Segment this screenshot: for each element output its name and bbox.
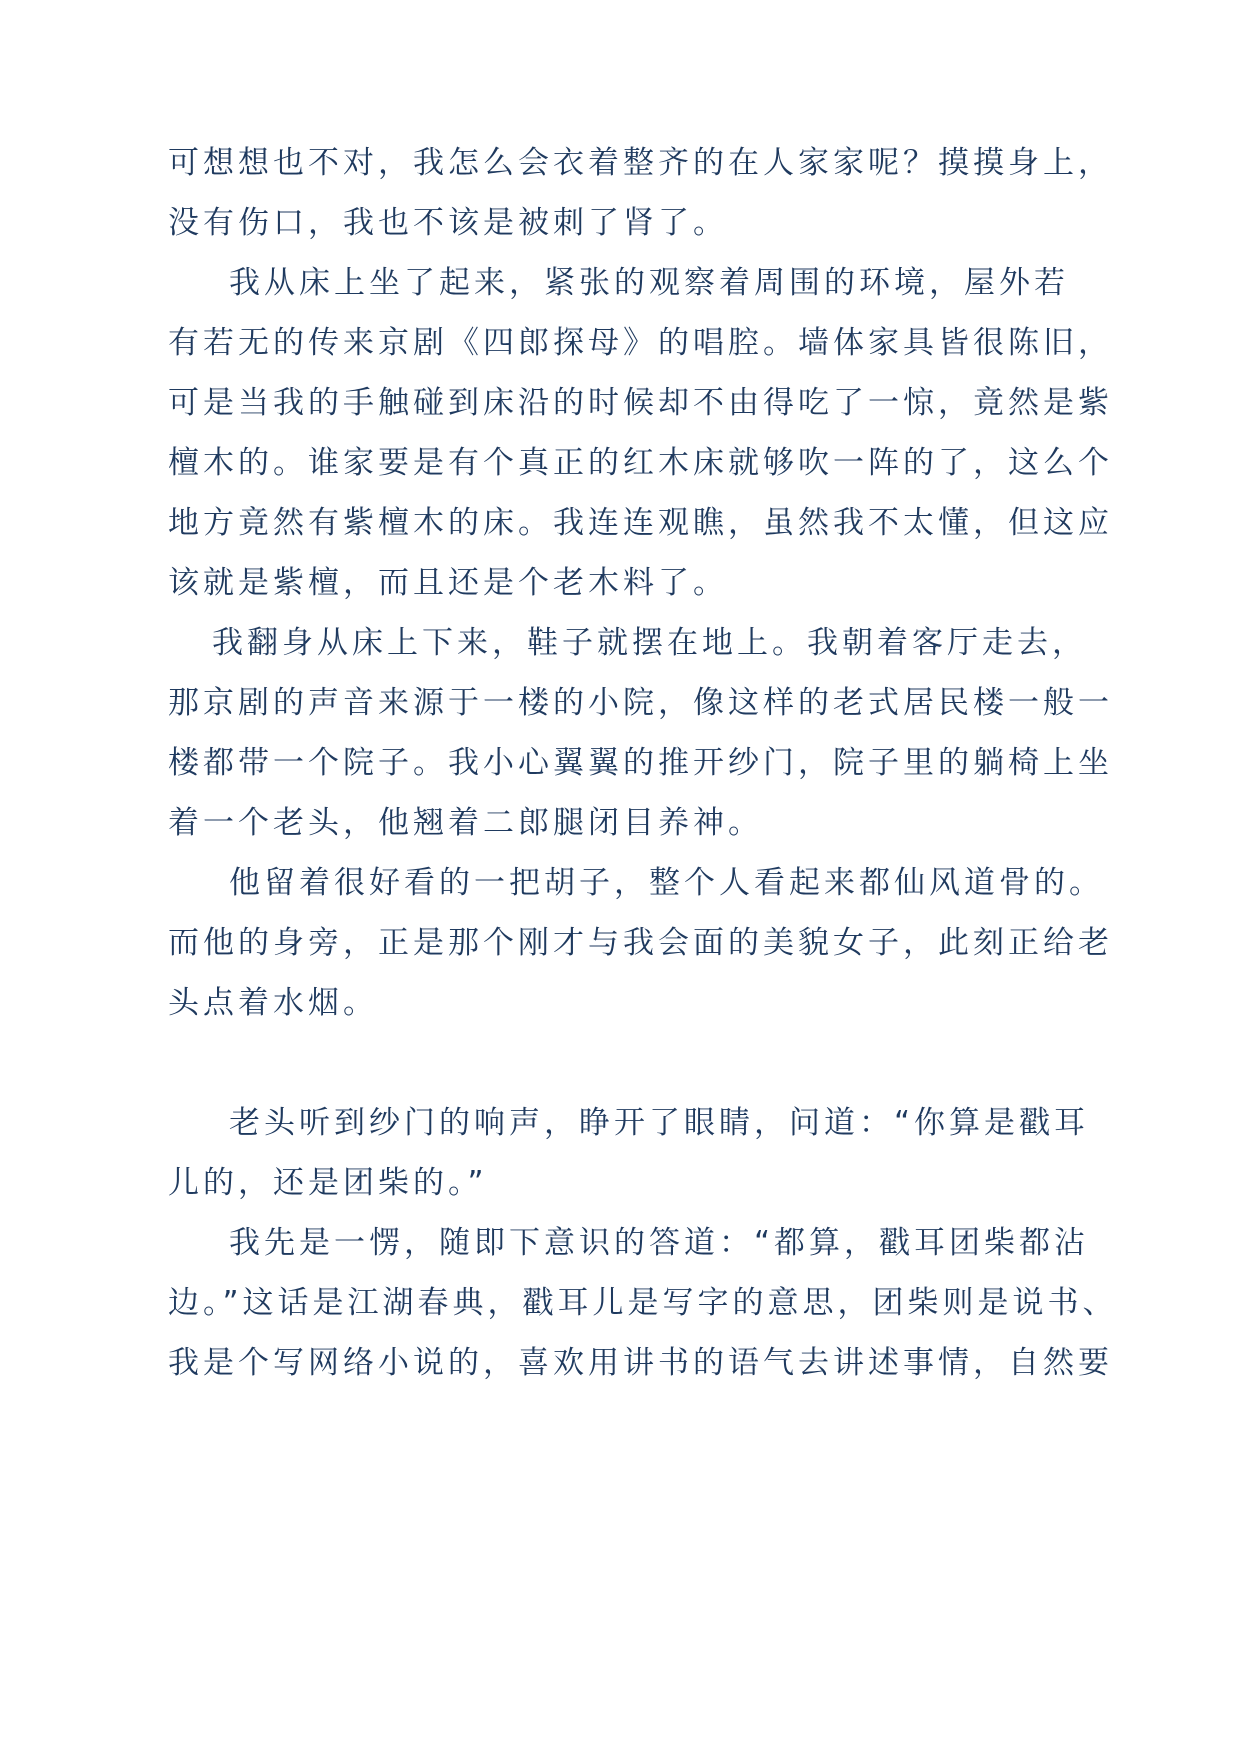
text-line-16: 老头听到纱门的响声，睁开了眼睛，问道：“你算是戳耳: [229, 1105, 1090, 1141]
text-line-19: 边。”这话是江湖春典，戳耳儿是写字的意思，团柴则是说书、: [168, 1285, 1118, 1321]
text-line-14: 而他的身旁，正是那个刚才与我会面的美貌女子，此刻正给老: [168, 925, 1113, 961]
text-line-5: 可是当我的手触碰到床沿的时候却不由得吃了一惊，竟然是紫: [168, 385, 1113, 421]
text-line-1: 可想想也不对，我怎么会衣着整齐的在人家家呢？摸摸身上，: [168, 145, 1113, 181]
text-line-8: 该就是紫檀，而且还是个老木料了。: [168, 565, 728, 601]
text-line-12: 着一个老头，他翘着二郎腿闭目养神。: [168, 805, 763, 841]
text-line-4: 有若无的传来京剧《四郎探母》的唱腔。墙体家具皆很陈旧，: [168, 325, 1113, 361]
text-line-2: 没有伤口，我也不该是被刺了肾了。: [168, 205, 728, 241]
text-line-3: 我从床上坐了起来，紧张的观察着周围的环境，屋外若: [229, 265, 1069, 301]
text-line-6: 檀木的。谁家要是有个真正的红木床就够吹一阵的了，这么个: [168, 445, 1113, 481]
text-line-11: 楼都带一个院子。我小心翼翼的推开纱门，院子里的躺椅上坐: [168, 745, 1113, 781]
text-line-10: 那京剧的声音来源于一楼的小院，像这样的老式居民楼一般一: [168, 685, 1113, 721]
text-line-9: 我翻身从床上下来，鞋子就摆在地上。我朝着客厅走去，: [212, 625, 1087, 661]
text-line-15: 头点着水烟。: [168, 985, 378, 1021]
text-line-7: 地方竟然有紫檀木的床。我连连观瞧，虽然我不太懂，但这应: [168, 505, 1113, 541]
text-line-13: 他留着很好看的一把胡子，整个人看起来都仙风道骨的。: [229, 865, 1104, 901]
text-line-18: 我先是一愣，随即下意识的答道：“都算，戳耳团柴都沾: [229, 1225, 1090, 1261]
text-line-17: 儿的，还是团柴的。”: [168, 1165, 488, 1201]
text-line-20: 我是个写网络小说的，喜欢用讲书的语气去讲述事情，自然要: [168, 1345, 1113, 1381]
